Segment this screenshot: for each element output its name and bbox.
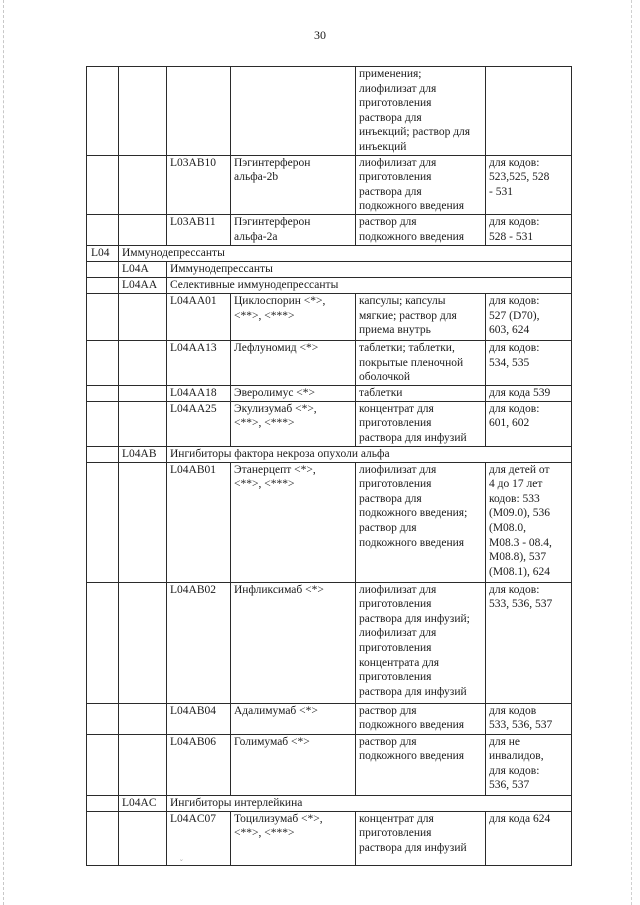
section-row [87,245,572,261]
drug-row [87,401,572,446]
empty-cell [119,293,167,340]
drug-name-cell [231,67,356,156]
drug-name-cell: Пэгинтерферон альфа-2а [231,214,356,245]
empty-cell [119,811,167,865]
empty-cell [87,446,119,462]
empty-cell [87,261,119,277]
empty-cell [87,385,119,401]
empty-cell [119,734,167,795]
indication-cell: для кода 539 [486,385,572,401]
empty-cell [119,67,167,156]
drug-name-cell: Циклоспорин <*>, <**>, <***> [231,293,356,340]
empty-cell [119,340,167,385]
drug-row [87,462,572,582]
subgroup-code-cell: L04AA [119,277,167,293]
empty-cell [87,811,119,865]
empty-cell [119,582,167,703]
dosage-form-cell: раствор для подкожного введения [356,734,486,795]
atc-code-cell: L04AC07 [167,811,231,865]
dosage-form-cell: таблетки; таблетки, покрытые пленочной оболочкой [356,340,486,385]
atc-code-cell: L04AA25 [167,401,231,446]
drug-row [87,214,572,245]
indication-cell: для кода 624 [486,811,572,865]
atc-code-cell: L03AB10 [167,155,231,214]
empty-cell [87,703,119,734]
drug-name-cell: Лефлуномид <*> [231,340,356,385]
drug-name-cell: Адалимумаб <*> [231,703,356,734]
atc-code-cell: L04AA01 [167,293,231,340]
indication-cell: для кодов: 534, 535 [486,340,572,385]
empty-cell [87,277,119,293]
drug-name-cell: Пэгинтерферон альфа-2b [231,155,356,214]
empty-cell [119,155,167,214]
drug-name-cell: Голимумаб <*> [231,734,356,795]
dosage-form-cell: концентрат для приготовления раствора для инфузий [356,811,486,865]
drug-name-cell: Экулизумаб <*>, <**>, <***> [231,401,356,446]
dosage-form-cell: лиофилизат для приготовления раствора для подкожного введения; раствор для подкожного введения [356,462,486,582]
empty-cell [87,401,119,446]
section-row [87,261,572,277]
subgroup-label-cell: Иммунодепрессанты [167,261,572,277]
group-label-cell: Иммунодепрессанты [119,245,572,261]
scan-edge-right [631,0,632,905]
empty-cell [87,340,119,385]
medication-table [86,66,572,866]
atc-code-cell: L03AB11 [167,214,231,245]
empty-cell [87,582,119,703]
dosage-form-cell: применения; лиофилизат для приготовления раствора для инъекций; раствор для инъекций [356,67,486,156]
atc-code-cell: L04AB06 [167,734,231,795]
indication-cell: для детей от 4 до 17 лет кодов: 533 (M09.0), 536 (M08.0, M08.3 - 08.4, M08.8), 537 (M08.1), 624 [486,462,572,582]
dosage-form-cell: концентрат для приготовления раствора для инфузий [356,401,486,446]
drug-row [87,703,572,734]
indication-cell: для кодов: 527 (D70), 603, 624 [486,293,572,340]
page-number: 30 [314,28,326,42]
empty-cell [87,214,119,245]
empty-cell [119,385,167,401]
empty-cell [87,462,119,582]
empty-cell [119,703,167,734]
subgroup-label-cell: Ингибиторы фактора некроза опухоли альфа [167,446,572,462]
atc-code-cell: L04AA18 [167,385,231,401]
atc-code-cell: L04AA13 [167,340,231,385]
empty-cell [87,155,119,214]
subgroup-label-cell: Селективные иммунодепрессанты [167,277,572,293]
empty-cell [87,67,119,156]
subgroup-code-cell: L04AC [119,795,167,811]
scan-edge-left [3,0,4,905]
indication-cell: для кодов 533, 536, 537 [486,703,572,734]
indication-cell: для кодов: 523,525, 528 - 531 [486,155,572,214]
empty-cell [87,795,119,811]
subgroup-code-cell: L04A [119,261,167,277]
drug-row [87,340,572,385]
atc-code-cell: L04AB02 [167,582,231,703]
indication-cell [486,67,572,156]
dosage-form-cell: лиофилизат для приготовления раствора для инфузий; лиофилизат для приготовления концентрата для приготовления раствора для инфузий [356,582,486,703]
table-body [87,67,572,866]
indication-cell: для не инвалидов, для кодов: 536, 537 [486,734,572,795]
drug-row [87,155,572,214]
drug-row [87,811,572,865]
empty-cell [87,734,119,795]
indication-cell: для кодов: 528 - 531 [486,214,572,245]
section-row [87,446,572,462]
section-row [87,277,572,293]
drug-row [87,734,572,795]
empty-cell [119,462,167,582]
drug-row [87,385,572,401]
scan-mark: ˘ [180,858,183,867]
drug-row [87,67,572,156]
atc-code-cell: L04AB01 [167,462,231,582]
section-row [87,795,572,811]
dosage-form-cell: лиофилизат для приготовления раствора для подкожного введения [356,155,486,214]
indication-cell: для кодов: 533, 536, 537 [486,582,572,703]
dosage-form-cell: капсулы; капсулы мягкие; раствор для приема внутрь [356,293,486,340]
empty-cell [87,293,119,340]
subgroup-code-cell: L04AB [119,446,167,462]
drug-name-cell: Тоцилизумаб <*>, <**>, <***> [231,811,356,865]
dosage-form-cell: таблетки [356,385,486,401]
drug-name-cell: Инфликсимаб <*> [231,582,356,703]
drug-name-cell: Эверолимус <*> [231,385,356,401]
atc-code-cell: L04AB04 [167,703,231,734]
drug-row [87,582,572,703]
indication-cell: для кодов: 601, 602 [486,401,572,446]
empty-cell [119,214,167,245]
group-code-cell: L04 [87,245,119,261]
atc-code-cell [167,67,231,156]
dosage-form-cell: раствор для подкожного введения [356,703,486,734]
dosage-form-cell: раствор для подкожного введения [356,214,486,245]
drug-row [87,293,572,340]
subgroup-label-cell: Ингибиторы интерлейкина [167,795,572,811]
drug-name-cell: Этанерцепт <*>, <**>, <***> [231,462,356,582]
empty-cell [119,401,167,446]
